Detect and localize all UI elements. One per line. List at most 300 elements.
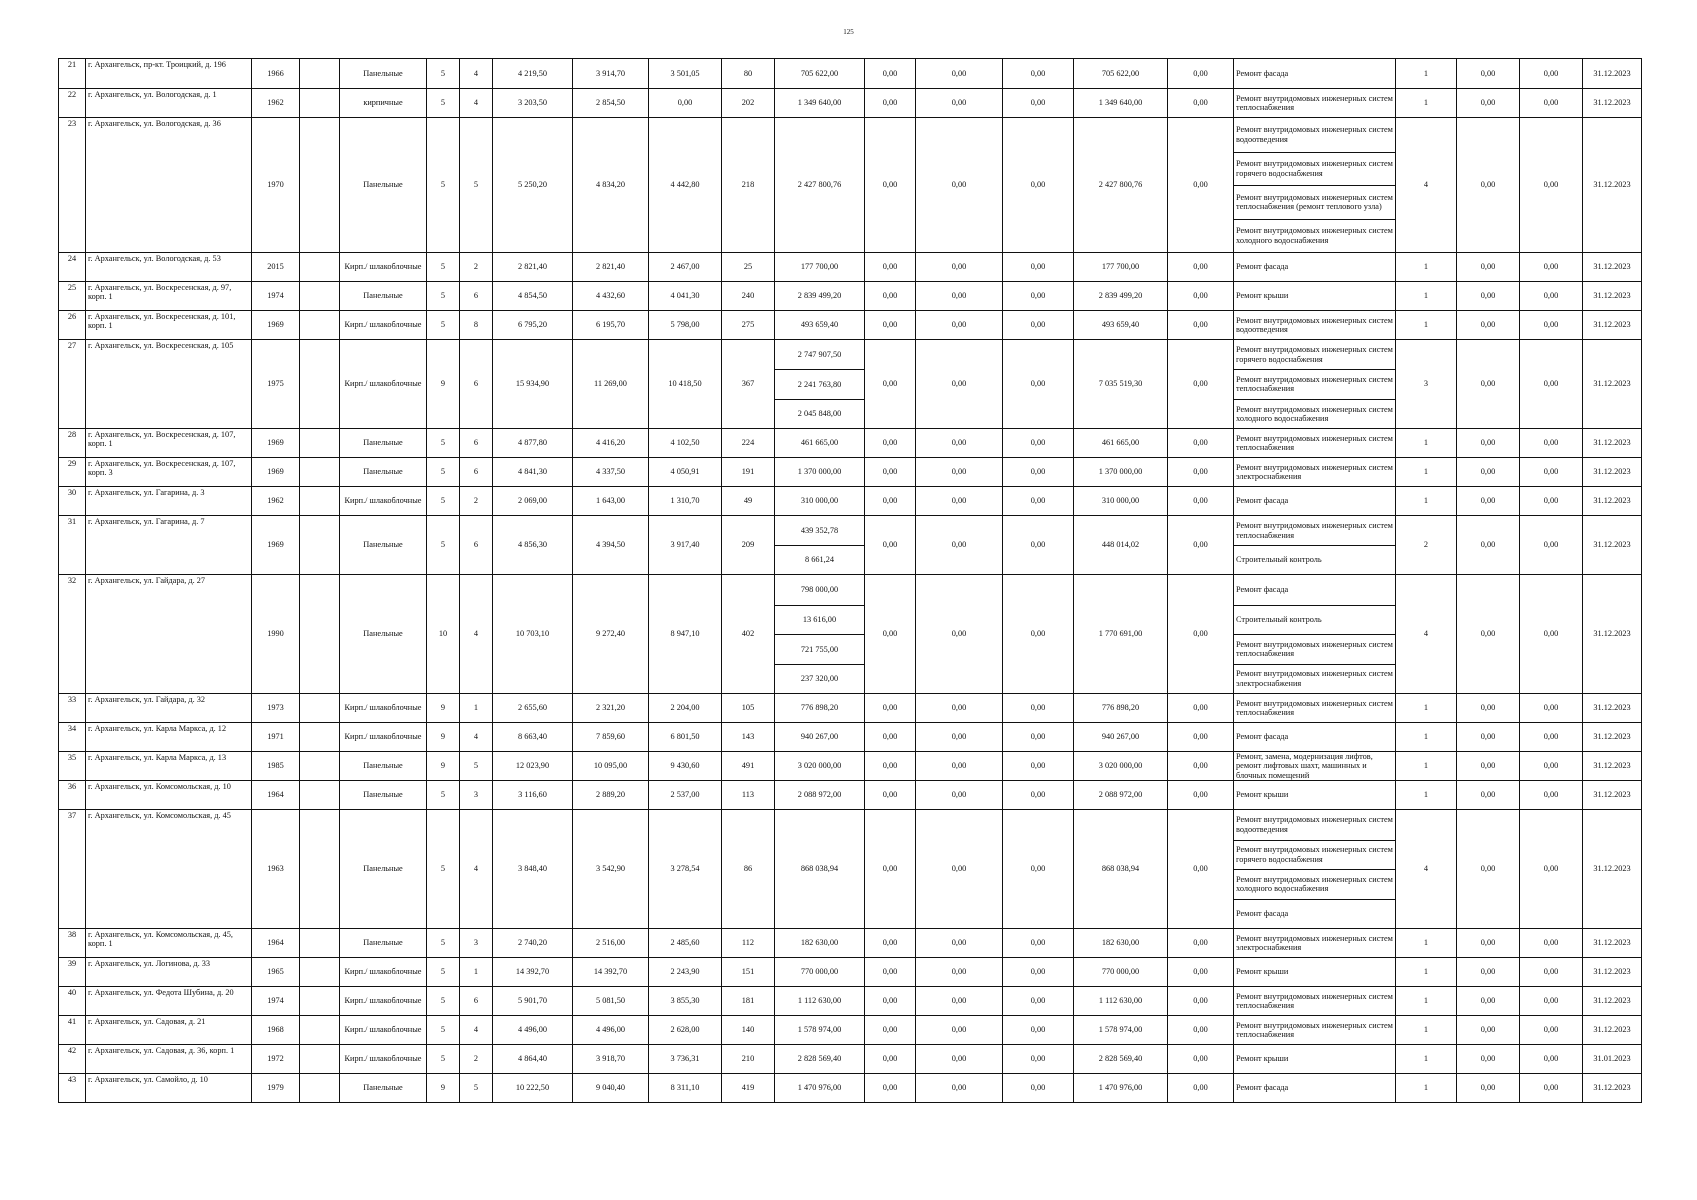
floors-count: 5 [427,429,460,458]
work-cost-item: 237 320,00 [775,664,864,694]
row-number: 42 [59,1045,86,1074]
owners-funds: 2 839 499,20 [1074,282,1168,311]
fund-local: 0,00 [1003,694,1074,723]
unit-cost-b: 0,00 [1520,752,1583,781]
premises-area: 9 040,40 [573,1074,649,1103]
unit-cost-b: 0,00 [1520,458,1583,487]
premises-area: 5 081,50 [573,987,649,1016]
total-area: 2 069,00 [493,487,573,516]
building-year: 1974 [252,282,300,311]
fund-local: 0,00 [1003,723,1074,752]
fund-local: 0,00 [1003,1074,1074,1103]
other-funds: 0,00 [1168,282,1234,311]
fund-regional: 0,00 [916,458,1003,487]
building-year: 1972 [252,1045,300,1074]
entrances-count: 5 [460,1074,493,1103]
owners-funds: 776 898,20 [1074,694,1168,723]
work-type-item: Строительный контроль [1234,545,1395,574]
premises-area: 2 321,20 [573,694,649,723]
unit-cost-b: 0,00 [1520,429,1583,458]
premises-area: 7 859,60 [573,723,649,752]
completion-date: 31.12.2023 [1583,1016,1642,1045]
floors-count: 5 [427,810,460,929]
unit-cost-a: 0,00 [1457,253,1520,282]
unit-cost-b: 0,00 [1520,311,1583,340]
residents-count: 367 [722,340,775,429]
residents-count: 218 [722,118,775,253]
unit-cost-a: 0,00 [1457,89,1520,118]
other-funds: 0,00 [1168,1016,1234,1045]
row-number: 21 [59,59,86,89]
fund-local: 0,00 [1003,781,1074,810]
other-funds: 0,00 [1168,340,1234,429]
work-cost [775,752,865,781]
work-type-item: Ремонт внутридомовых инженерных систем электроснабжения [1236,933,1393,952]
wall-material: Панельные [340,929,427,958]
entrances-count: 4 [460,723,493,752]
work-cost [775,810,865,929]
unit-cost-a: 0,00 [1457,781,1520,810]
unit-cost-a: 0,00 [1457,429,1520,458]
building-year: 1968 [252,1016,300,1045]
building-year: 1973 [252,694,300,723]
fund-local: 0,00 [1003,752,1074,781]
work-cost-item: 776 898,20 [800,703,839,713]
total-area: 5 250,20 [493,118,573,253]
owners-funds: 2 828 569,40 [1074,1045,1168,1074]
work-type-item: Ремонт фасада [1234,899,1395,929]
residential-area: 2 467,00 [649,253,722,282]
premises-area: 6 195,70 [573,311,649,340]
building-year: 1964 [252,781,300,810]
fund-regional: 0,00 [916,282,1003,311]
wall-material: Панельные [340,282,427,311]
address: г. Архангельск, ул. Гайдара, д. 32 [86,694,252,723]
unit-cost-b: 0,00 [1520,118,1583,253]
fund-federal: 0,00 [865,253,916,282]
unit-cost-a: 0,00 [1457,516,1520,575]
blank-cell [300,1074,340,1103]
building-year: 1964 [252,929,300,958]
unit-cost-b: 0,00 [1520,516,1583,575]
entrances-count: 4 [460,59,493,89]
blank-cell [300,487,340,516]
work-type-item: Ремонт внутридомовых инженерных систем теплоснабжения (ремонт теплового узла) [1234,185,1395,219]
work-cost [775,311,865,340]
work-types [1234,118,1396,253]
blank-cell [300,723,340,752]
total-area: 4 496,00 [493,1016,573,1045]
works-count: 4 [1396,810,1457,929]
residents-count: 209 [722,516,775,575]
work-type-item: Ремонт внутридомовых инженерных систем теплоснабжения [1236,521,1393,540]
residential-area: 3 501,05 [649,59,722,89]
works-count: 1 [1396,1045,1457,1074]
address: г. Архангельск, ул. Воскресенская, д. 105 [86,340,252,429]
owners-funds: 1 370 000,00 [1074,458,1168,487]
work-cost [775,253,865,282]
fund-regional: 0,00 [916,694,1003,723]
row-number: 24 [59,253,86,282]
wall-material: Кирп./ шлакоблочные [340,487,427,516]
other-funds: 0,00 [1168,89,1234,118]
wall-material: Кирп./ шлакоблочные [340,694,427,723]
fund-regional: 0,00 [916,253,1003,282]
completion-date: 31.12.2023 [1583,752,1642,781]
work-cost [775,1045,865,1074]
floors-count: 10 [427,575,460,694]
fund-local: 0,00 [1003,810,1074,929]
unit-cost-b: 0,00 [1520,810,1583,929]
table-row [59,311,1642,340]
unit-cost-b: 0,00 [1520,1016,1583,1045]
residents-count: 275 [722,311,775,340]
work-type-item: Ремонт внутридомовых инженерных систем холодного водоснабжения [1234,869,1395,899]
fund-federal: 0,00 [865,487,916,516]
table-row [59,59,1642,89]
unit-cost-b: 0,00 [1520,987,1583,1016]
owners-funds: 7 035 519,30 [1074,340,1168,429]
blank-cell [300,575,340,694]
work-cost [775,458,865,487]
blank-cell [300,429,340,458]
unit-cost-b: 0,00 [1520,723,1583,752]
building-year: 1974 [252,987,300,1016]
fund-local: 0,00 [1003,516,1074,575]
fund-local: 0,00 [1003,340,1074,429]
work-type-item: Ремонт внутридомовых инженерных систем теплоснабжения [1236,93,1393,112]
owners-funds: 1 770 691,00 [1074,575,1168,694]
row-number: 27 [59,340,86,429]
works-count: 3 [1396,340,1457,429]
works-count: 1 [1396,89,1457,118]
premises-area: 4 337,50 [573,458,649,487]
unit-cost-a: 0,00 [1457,1045,1520,1074]
other-funds: 0,00 [1168,1045,1234,1074]
fund-regional: 0,00 [916,59,1003,89]
work-type-item: Ремонт крыши [1236,1054,1289,1064]
table-row [59,781,1642,810]
residential-area: 4 442,80 [649,118,722,253]
unit-cost-a: 0,00 [1457,59,1520,89]
unit-cost-a: 0,00 [1457,694,1520,723]
row-number: 26 [59,311,86,340]
unit-cost-b: 0,00 [1520,1074,1583,1103]
work-cost-item: 1 112 630,00 [797,996,842,1006]
residents-count: 191 [722,458,775,487]
total-area: 2 821,40 [493,253,573,282]
address: г. Архангельск, ул. Логинова, д. 33 [86,958,252,987]
fund-federal: 0,00 [865,516,916,575]
row-number: 41 [59,1016,86,1045]
address: г. Архангельск, ул. Вологодская, д. 53 [86,253,252,282]
fund-regional: 0,00 [916,516,1003,575]
works-count: 1 [1396,958,1457,987]
fund-regional: 0,00 [916,1074,1003,1103]
entrances-count: 8 [460,311,493,340]
work-cost [775,1016,865,1045]
works-count: 1 [1396,282,1457,311]
work-cost [775,89,865,118]
work-cost-item: 177 700,00 [800,262,839,272]
fund-regional: 0,00 [916,89,1003,118]
residents-count: 419 [722,1074,775,1103]
total-area: 4 841,30 [493,458,573,487]
table-row [59,89,1642,118]
table-row [59,694,1642,723]
wall-material: Кирп./ шлакоблочные [340,1016,427,1045]
fund-federal: 0,00 [865,282,916,311]
works-count: 2 [1396,516,1457,575]
blank-cell [300,89,340,118]
building-year: 1965 [252,958,300,987]
work-types [1234,59,1396,89]
residential-area: 2 485,60 [649,929,722,958]
work-cost [775,781,865,810]
entrances-count: 6 [460,429,493,458]
floors-count: 5 [427,516,460,575]
work-cost-item: 1 370 000,00 [797,467,842,477]
work-types [1234,311,1396,340]
work-cost [775,516,865,575]
residential-area: 3 917,40 [649,516,722,575]
premises-area: 10 095,00 [573,752,649,781]
work-cost-item: 2 045 848,00 [775,399,864,428]
owners-funds: 1 578 974,00 [1074,1016,1168,1045]
work-types [1234,429,1396,458]
completion-date: 31.12.2023 [1583,311,1642,340]
blank-cell [300,987,340,1016]
residents-count: 86 [722,810,775,929]
total-area: 5 901,70 [493,987,573,1016]
unit-cost-a: 0,00 [1457,958,1520,987]
floors-count: 9 [427,694,460,723]
other-funds: 0,00 [1168,810,1234,929]
unit-cost-b: 0,00 [1520,1045,1583,1074]
blank-cell [300,340,340,429]
other-funds: 0,00 [1168,487,1234,516]
premises-area: 4 496,00 [573,1016,649,1045]
works-count: 1 [1396,694,1457,723]
other-funds: 0,00 [1168,118,1234,253]
residents-count: 140 [722,1016,775,1045]
blank-cell [300,781,340,810]
wall-material: Панельные [340,810,427,929]
row-number: 22 [59,89,86,118]
unit-cost-a: 0,00 [1457,487,1520,516]
completion-date: 31.12.2023 [1583,781,1642,810]
fund-regional: 0,00 [916,723,1003,752]
other-funds: 0,00 [1168,987,1234,1016]
row-number: 38 [59,929,86,958]
residential-area: 3 855,30 [649,987,722,1016]
completion-date: 31.12.2023 [1583,694,1642,723]
premises-area: 3 918,70 [573,1045,649,1074]
fund-federal: 0,00 [865,429,916,458]
unit-cost-a: 0,00 [1457,723,1520,752]
residential-area: 0,00 [649,89,722,118]
fund-federal: 0,00 [865,929,916,958]
completion-date: 31.12.2023 [1583,340,1642,429]
floors-count: 9 [427,340,460,429]
premises-area: 9 272,40 [573,575,649,694]
wall-material: Панельные [340,516,427,575]
work-types [1234,1016,1396,1045]
address: г. Архангельск, ул. Гагарина, д. 7 [86,516,252,575]
premises-area: 2 854,50 [573,89,649,118]
table-row [59,752,1642,781]
fund-regional: 0,00 [916,575,1003,694]
address: г. Архангельск, ул. Воскресенская, д. 97, корп. 1 [86,282,252,311]
building-year: 1970 [252,118,300,253]
fund-regional: 0,00 [916,958,1003,987]
completion-date: 31.12.2023 [1583,516,1642,575]
work-cost-item: 940 267,00 [800,732,839,742]
work-types [1234,929,1396,958]
floors-count: 5 [427,282,460,311]
entrances-count: 6 [460,458,493,487]
residents-count: 491 [722,752,775,781]
wall-material: Панельные [340,752,427,781]
work-cost-item: 770 000,00 [800,967,839,977]
residential-area: 3 278,54 [649,810,722,929]
premises-area: 3 542,90 [573,810,649,929]
address: г. Архангельск, ул. Вологодская, д. 36 [86,118,252,253]
table-row [59,487,1642,516]
residents-count: 112 [722,929,775,958]
fund-regional: 0,00 [916,1045,1003,1074]
completion-date: 31.01.2023 [1583,1045,1642,1074]
fund-federal: 0,00 [865,59,916,89]
unit-cost-a: 0,00 [1457,987,1520,1016]
work-type-item: Ремонт внутридомовых инженерных систем теплоснабжения [1234,369,1395,398]
works-count: 4 [1396,575,1457,694]
owners-funds: 868 038,94 [1074,810,1168,929]
row-number: 37 [59,810,86,929]
work-type-item: Ремонт внутридомовых инженерных систем теплоснабжения [1236,698,1393,717]
wall-material: Кирп./ шлакоблочные [340,987,427,1016]
fund-regional: 0,00 [916,340,1003,429]
address: г. Архангельск, ул. Садовая, д. 21 [86,1016,252,1045]
residents-count: 49 [722,487,775,516]
fund-federal: 0,00 [865,575,916,694]
residents-count: 240 [722,282,775,311]
other-funds: 0,00 [1168,458,1234,487]
other-funds: 0,00 [1168,253,1234,282]
works-count: 1 [1396,929,1457,958]
residential-area: 2 628,00 [649,1016,722,1045]
unit-cost-b: 0,00 [1520,958,1583,987]
table-row [59,282,1642,311]
works-count: 1 [1396,781,1457,810]
work-cost [775,118,865,253]
table-row [59,253,1642,282]
work-types [1234,89,1396,118]
fund-federal: 0,00 [865,958,916,987]
work-type-item: Ремонт внутридомовых инженерных систем теплоснабжения [1236,433,1393,452]
address: г. Архангельск, ул. Гайдара, д. 27 [86,575,252,694]
table-row [59,929,1642,958]
premises-area: 4 834,20 [573,118,649,253]
building-year: 1969 [252,311,300,340]
total-area: 8 663,40 [493,723,573,752]
fund-regional: 0,00 [916,781,1003,810]
work-cost-item: 868 038,94 [800,864,839,874]
unit-cost-a: 0,00 [1457,810,1520,929]
wall-material: Кирп./ шлакоблочные [340,958,427,987]
fund-local: 0,00 [1003,987,1074,1016]
works-count: 1 [1396,59,1457,89]
owners-funds: 2 427 800,76 [1074,118,1168,253]
fund-federal: 0,00 [865,1074,916,1103]
building-year: 1969 [252,429,300,458]
owners-funds: 2 088 972,00 [1074,781,1168,810]
building-year: 1979 [252,1074,300,1103]
work-type-item: Ремонт крыши [1236,790,1289,800]
premises-area: 14 392,70 [573,958,649,987]
building-year: 1963 [252,810,300,929]
wall-material: Кирп./ шлакоблочные [340,723,427,752]
work-cost-item: 13 616,00 [775,605,864,635]
owners-funds: 705 622,00 [1074,59,1168,89]
address: г. Архангельск, ул. Карла Маркса, д. 12 [86,723,252,752]
building-year: 1969 [252,516,300,575]
completion-date: 31.12.2023 [1583,987,1642,1016]
work-cost-item: 798 000,00 [800,585,839,595]
wall-material: Панельные [340,429,427,458]
entrances-count: 4 [460,575,493,694]
work-type-item: Ремонт внутридомовых инженерных систем горячего водоснабжения [1236,345,1393,364]
unit-cost-b: 0,00 [1520,59,1583,89]
work-types [1234,752,1396,781]
other-funds: 0,00 [1168,311,1234,340]
work-type-item: Ремонт крыши [1236,967,1289,977]
premises-area: 4 394,50 [573,516,649,575]
residential-area: 8 947,10 [649,575,722,694]
wall-material: Панельные [340,118,427,253]
work-types [1234,987,1396,1016]
blank-cell [300,311,340,340]
works-count: 1 [1396,429,1457,458]
owners-funds: 1 470 976,00 [1074,1074,1168,1103]
table-row [59,1045,1642,1074]
works-count: 1 [1396,253,1457,282]
total-area: 6 795,20 [493,311,573,340]
owners-funds: 448 014,02 [1074,516,1168,575]
premises-area: 11 269,00 [573,340,649,429]
table-row [59,340,1642,429]
completion-date: 31.12.2023 [1583,458,1642,487]
works-count: 1 [1396,987,1457,1016]
residential-area: 8 311,10 [649,1074,722,1103]
floors-count: 5 [427,1016,460,1045]
work-cost-item: 2 747 907,50 [797,350,842,360]
work-types [1234,253,1396,282]
row-number: 39 [59,958,86,987]
building-year: 1962 [252,487,300,516]
wall-material: Панельные [340,458,427,487]
row-number: 40 [59,987,86,1016]
blank-cell [300,929,340,958]
owners-funds: 940 267,00 [1074,723,1168,752]
work-cost-item: 8 661,24 [775,545,864,574]
entrances-count: 1 [460,958,493,987]
work-cost-item: 2 839 499,20 [797,291,842,301]
work-types [1234,340,1396,429]
total-area: 3 116,60 [493,781,573,810]
works-count: 1 [1396,458,1457,487]
premises-area: 3 914,70 [573,59,649,89]
